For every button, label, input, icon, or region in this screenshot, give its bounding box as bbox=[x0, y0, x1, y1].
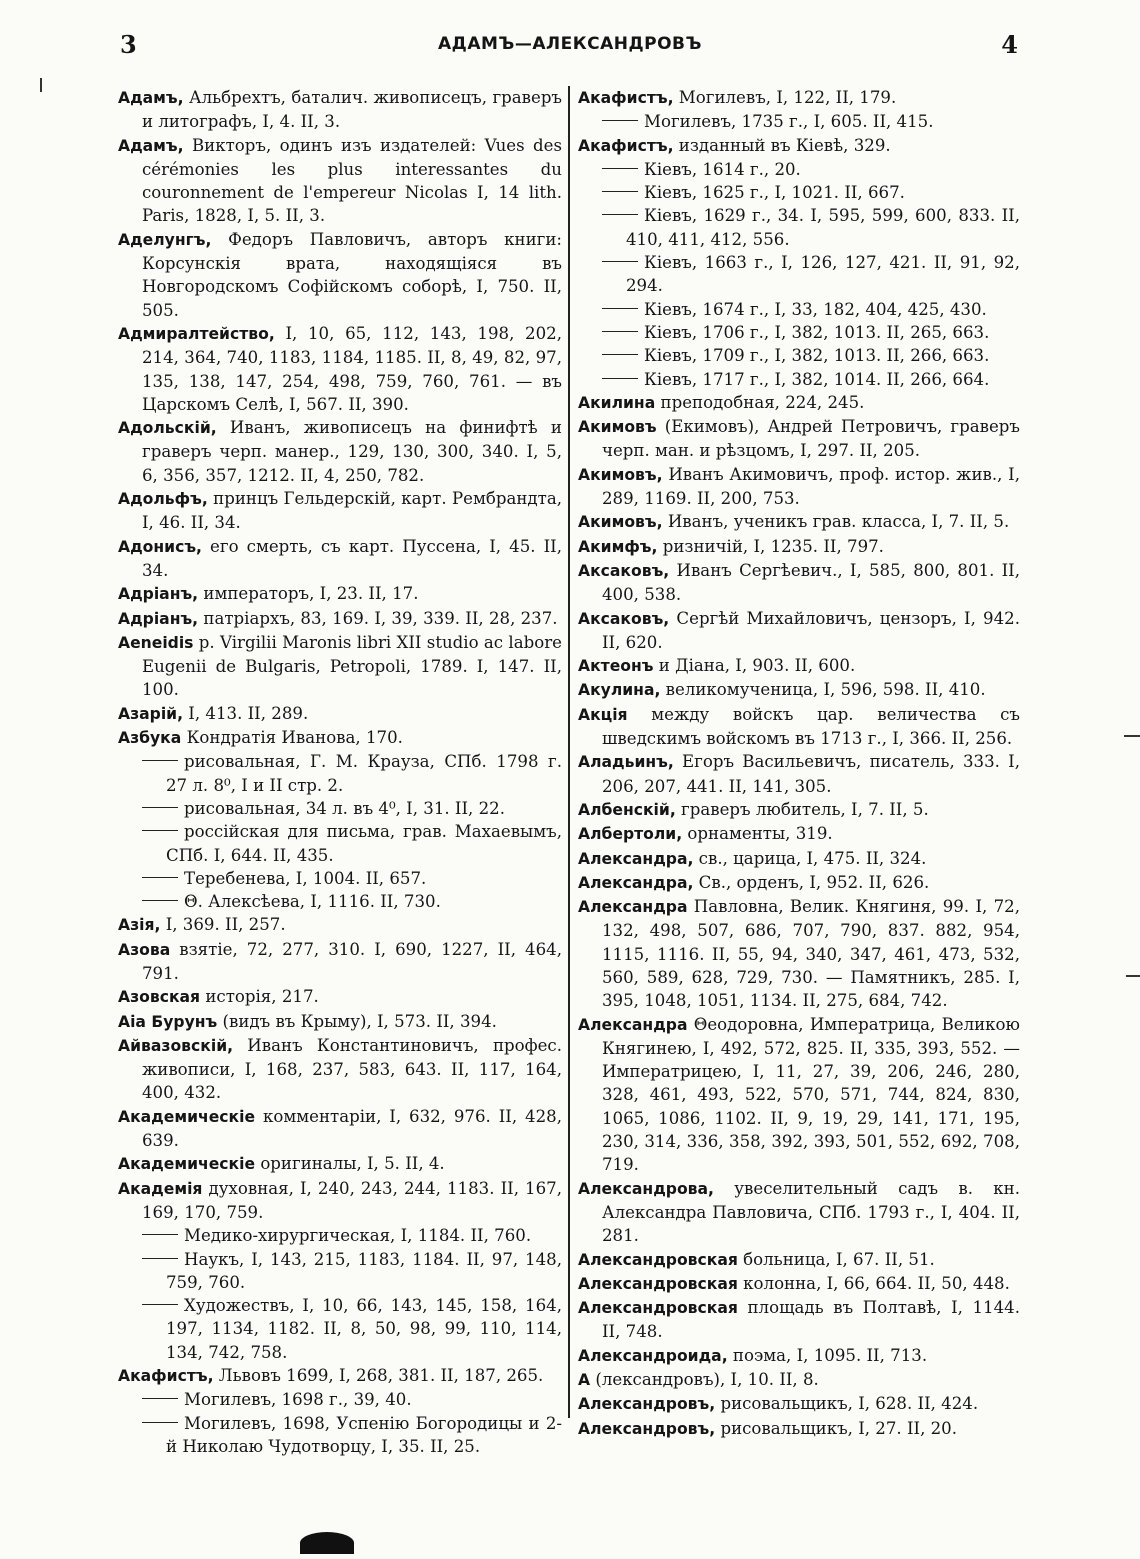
entry-text: исторія, 217. bbox=[200, 987, 319, 1007]
entry-text: Кондратія Иванова, 170. bbox=[181, 728, 403, 748]
ditto-dash bbox=[142, 877, 178, 878]
index-entry bbox=[118, 1364, 562, 1388]
entry-headword: А bbox=[578, 1371, 591, 1390]
index-subentry bbox=[118, 797, 562, 820]
entry-text: и Діана, I, 903. II, 600. bbox=[653, 656, 856, 676]
entry-headword: Азбука bbox=[118, 729, 182, 748]
index-entry bbox=[118, 702, 562, 726]
subentry-text: россійская для письма, грав. Махаевымъ, СПб. I, 644. II, 435. bbox=[166, 822, 562, 865]
ditto-dash bbox=[602, 354, 638, 355]
index-entry bbox=[118, 487, 562, 535]
ditto-dash bbox=[602, 261, 638, 262]
index-entry bbox=[578, 134, 1020, 158]
subentry-text: Кіевъ, 1614 г., 20. bbox=[644, 159, 801, 179]
entry-headword: Албенскій, bbox=[578, 800, 676, 819]
index-entry bbox=[118, 1034, 562, 1105]
entry-headword: Аладьинъ, bbox=[578, 753, 674, 772]
entry-text: изданный въ Кіевѣ, 329. bbox=[673, 135, 891, 155]
page-number-left: 3 bbox=[120, 30, 137, 59]
subentry-text: Теребенева, I, 1004. II, 657. bbox=[184, 868, 427, 888]
ditto-dash bbox=[602, 308, 638, 309]
entry-text: рисовальщикъ, I, 27. II, 20. bbox=[715, 1418, 958, 1438]
ditto-dash bbox=[142, 1422, 178, 1423]
ditto-dash bbox=[142, 1304, 178, 1305]
entry-headword: Азія, bbox=[118, 916, 161, 935]
entry-text: Иванъ, живописецъ на финифтѣ и граверъ черп. манер., 129, 130, 300, 340. I, 5, 6, 356, 357, 1212. II, 4, 250, 782. bbox=[142, 418, 562, 485]
entry-headword: Александра bbox=[578, 898, 688, 917]
entry-headword: Аіа Бурунъ bbox=[118, 1012, 218, 1031]
entry-headword: Аксаковъ, bbox=[578, 561, 670, 580]
entry-headword: Акафистъ, bbox=[578, 136, 674, 155]
entry-text: I, 10, 65, 112, 143, 198, 202, 214, 364, 740, 1183, 1184, 1185. II, 8, 49, 82, 97, 135, 138, 147, 254, 498, 759, 760, 761. — въ Царскомъ Селѣ, I, 567. II, 390. bbox=[142, 323, 562, 414]
subentry-text: Кіевъ, 1706 г., I, 382, 1013. II, 265, 663. bbox=[644, 322, 990, 342]
entry-text: граверъ любитель, I, 7. II, 5. bbox=[675, 799, 929, 819]
index-entry bbox=[578, 607, 1020, 655]
entry-text: увеселительный садъ в. кн. Александра Павловича, СПб. 1793 г., I, 404. II, 281. bbox=[602, 1178, 1020, 1246]
index-entry bbox=[578, 1272, 1020, 1296]
index-entry bbox=[578, 1417, 1020, 1441]
index-entry bbox=[578, 895, 1020, 1012]
entry-headword: Акафистъ, bbox=[578, 89, 674, 107]
subentry-text: Кіевъ, 1709 г., I, 382, 1013. II, 266, 663. bbox=[644, 346, 990, 366]
index-subentry bbox=[118, 1294, 562, 1364]
entry-text: Св., орденъ, I, 952. II, 626. bbox=[693, 872, 930, 892]
index-entry bbox=[578, 535, 1020, 559]
index-entry bbox=[578, 559, 1020, 607]
entry-text: св., царица, I, 475. II, 324. bbox=[693, 848, 927, 868]
entry-text: Павловна, Велик. Княгиня, 99. I, 72, 132, 498, 507, 686, 707, 790, 837. 882, 954, 1115, 1116. II, 55, 94, 340, 347, 461, 473, 532, 560, 589, 628, 729, 730. — Памятникъ, 285. I, 395, 1048, 1051, 1134. II, 275, 684, 742. bbox=[602, 897, 1020, 1011]
entry-text: орнаменты, 319. bbox=[682, 824, 833, 844]
index-entry bbox=[118, 582, 562, 606]
index-entry bbox=[118, 1105, 562, 1153]
index-subentry bbox=[578, 110, 1020, 133]
subentry-text: Кіевъ, 1663 г., I, 126, 127, 421. II, 91, 92, 294. bbox=[626, 253, 1020, 296]
ditto-dash bbox=[142, 807, 178, 808]
index-entry bbox=[118, 985, 562, 1009]
entry-headword: Акція bbox=[578, 705, 628, 724]
index-subentry bbox=[118, 867, 562, 890]
entry-text: между войскъ цар. величества съ шведскимъ войскомъ въ 1713 г., I, 366. II, 256. bbox=[602, 704, 1020, 749]
left-index-column bbox=[118, 86, 562, 1458]
entry-headword: Айвазовскій, bbox=[118, 1036, 234, 1055]
entry-headword: Академія bbox=[118, 1179, 203, 1198]
index-entry bbox=[578, 510, 1020, 534]
index-subentry bbox=[578, 251, 1020, 298]
index-entry bbox=[578, 1296, 1020, 1344]
entry-headword: Актеонъ bbox=[578, 657, 654, 676]
index-entry bbox=[118, 86, 562, 134]
index-entry bbox=[578, 703, 1020, 751]
entry-text: рисовальщикъ, I, 628. II, 424. bbox=[715, 1394, 979, 1414]
entry-headword: Александрова, bbox=[578, 1179, 714, 1198]
entry-text: взятіе, 72, 277, 310. I, 690, 1227, II, 464, 791. bbox=[142, 939, 562, 983]
ditto-dash bbox=[142, 1398, 178, 1399]
index-subentry bbox=[118, 1248, 562, 1295]
entry-text: принцъ Гельдерскій, карт. Рембрандта, I, 46. II, 34. bbox=[142, 489, 562, 533]
entry-headword: Аксаковъ, bbox=[578, 609, 670, 628]
index-subentry bbox=[118, 1388, 562, 1411]
index-entry bbox=[578, 847, 1020, 871]
entry-headword: Акимовъ, bbox=[578, 513, 663, 532]
index-entry bbox=[578, 1248, 1020, 1272]
entry-headword: Александровская bbox=[578, 1274, 738, 1293]
entry-text: I, 413. II, 289. bbox=[183, 703, 309, 723]
entry-headword: Александра, bbox=[578, 873, 694, 892]
entry-text: преподобная, 224, 245. bbox=[655, 392, 865, 412]
entry-text: ризничій, I, 1235. II, 797. bbox=[657, 536, 884, 556]
index-entry bbox=[578, 1177, 1020, 1248]
entry-text: его смерть, съ карт. Пуссена, I, 45. II, 34. bbox=[142, 536, 562, 580]
entry-headword: Адольскій, bbox=[118, 419, 217, 438]
subentry-text: рисовальная, Г. М. Крауза, СПб. 1798 г. 27 л. 8⁰, I и II стр. 2. bbox=[166, 752, 562, 795]
right-index-column bbox=[578, 86, 1020, 1441]
index-entry bbox=[118, 913, 562, 937]
index-subentry bbox=[578, 181, 1020, 204]
entry-headword: Акимовъ, bbox=[578, 465, 663, 484]
index-subentry bbox=[578, 158, 1020, 181]
subentry-text: Могилевъ, 1698 г., 39, 40. bbox=[184, 1390, 412, 1410]
entry-text: императоръ, I, 23. II, 17. bbox=[198, 584, 419, 604]
index-entry bbox=[118, 322, 562, 416]
entry-headword: Aeneidis bbox=[118, 633, 194, 652]
index-subentry bbox=[118, 890, 562, 913]
index-entry bbox=[118, 607, 562, 631]
entry-headword: Азарій, bbox=[118, 704, 184, 723]
subentry-text: Наукъ, I, 143, 215, 1183, 1184. II, 97, 148, 759, 760. bbox=[166, 1249, 562, 1292]
subentry-text: Могилевъ, 1735 г., I, 605. II, 415. bbox=[644, 112, 934, 132]
entry-text: патріархъ, 83, 169. I, 39, 339. II, 28, 237. bbox=[198, 608, 558, 628]
entry-headword: Акафистъ, bbox=[118, 1367, 214, 1386]
index-entry bbox=[578, 750, 1020, 798]
entry-headword: Александра, bbox=[578, 849, 694, 868]
ditto-dash bbox=[602, 120, 638, 121]
index-entry bbox=[118, 416, 562, 487]
index-entry bbox=[578, 1344, 1020, 1368]
index-entry bbox=[578, 678, 1020, 702]
entry-text: больница, I, 67. II, 51. bbox=[737, 1249, 935, 1269]
ditto-dash bbox=[142, 760, 178, 761]
subentry-text: Кіевъ, 1717 г., I, 382, 1014. II, 266, 664. bbox=[644, 369, 990, 389]
index-subentry bbox=[118, 750, 562, 797]
entry-headword: Адмиралтейство, bbox=[118, 324, 275, 343]
entry-text: Федоръ Павловичъ, авторъ книги: Корсунскія врата, находящіяся въ Новгородскомъ Софійскомъ соборѣ, I, 750. II, 505. bbox=[142, 229, 562, 320]
subentry-text: Кіевъ, 1629 г., 34. I, 595, 599, 600, 833. II, 410, 411, 412, 556. bbox=[626, 206, 1020, 249]
entry-headword: Албертоли, bbox=[578, 825, 683, 844]
column-divider bbox=[568, 86, 570, 1418]
index-entry bbox=[578, 798, 1020, 822]
entry-headword: Акилина bbox=[578, 393, 656, 412]
subentry-text: рисовальная, 34 л. въ 4⁰, I, 31. II, 22. bbox=[184, 798, 505, 818]
entry-headword: Акимфъ, bbox=[578, 537, 658, 556]
entry-text: площадь въ Полтавѣ, I, 1144. II, 748. bbox=[602, 1298, 1020, 1342]
entry-headword: Аделунгъ, bbox=[118, 230, 212, 249]
entry-text: оригиналы, I, 5. II, 4. bbox=[255, 1154, 445, 1174]
entry-text: Львовъ 1699, I, 268, 381. II, 187, 265. bbox=[213, 1366, 544, 1386]
index-subentry bbox=[578, 298, 1020, 321]
ditto-dash bbox=[142, 1234, 178, 1235]
entry-text: Иванъ Акимовичъ, проф. истор. жив., I, 289, 1169. II, 200, 753. bbox=[602, 464, 1020, 509]
entry-text: Могилевъ, I, 122, II, 179. bbox=[673, 88, 897, 107]
entry-text: колонна, I, 66, 664. II, 50, 448. bbox=[737, 1273, 1010, 1293]
entry-headword: Александра bbox=[578, 1015, 688, 1034]
index-entry bbox=[578, 415, 1020, 463]
index-entry bbox=[578, 822, 1020, 846]
ditto-dash bbox=[602, 378, 638, 379]
entry-headword: Александровская bbox=[578, 1299, 738, 1318]
entry-headword: Адольфъ, bbox=[118, 490, 208, 509]
subentry-text: Кіевъ, 1674 г., I, 33, 182, 404, 425, 430. bbox=[644, 299, 987, 319]
index-entry bbox=[118, 134, 562, 228]
entry-text: (лександровъ), I, 10. II, 8. bbox=[590, 1370, 819, 1390]
ditto-dash bbox=[602, 191, 638, 192]
entry-text: Иванъ Сергѣевич., I, 585, 800, 801. II, 400, 538. bbox=[602, 560, 1020, 605]
margin-mark bbox=[1124, 735, 1140, 737]
page-number-right: 4 bbox=[1001, 30, 1018, 59]
index-entry bbox=[118, 726, 562, 750]
entry-headword: Александроида, bbox=[578, 1346, 728, 1365]
index-entry bbox=[578, 463, 1020, 511]
index-entry bbox=[578, 654, 1020, 678]
subentry-text: Кіевъ, 1625 г., I, 1021. II, 667. bbox=[644, 183, 905, 203]
entry-text: Θеодоровна, Императрица, Великою Княгинею, I, 492, 572, 825. II, 335, 393, 552. — Императрицею, I, 11, 27, 39, 206, 246, 280, 328, 461, 493, 522, 570, 571, 744, 824, 830, 1065, 1086, 1102. II, 9, 19, 29, 141, 171, 195, 230, 314, 336, 358, 392, 393, 501, 552, 692, 708, 719. bbox=[602, 1014, 1020, 1175]
entry-headword: Акимовъ bbox=[578, 418, 657, 437]
entry-text: комментаріи, I, 632, 976. II, 428, 639. bbox=[142, 1106, 562, 1151]
entry-text: поэма, I, 1095. II, 713. bbox=[727, 1345, 928, 1365]
entry-headword: Адамъ, bbox=[118, 136, 184, 155]
entry-text: Альбрехтъ, баталич. живописецъ, граверъ и литографъ, I, 4. II, 3. bbox=[142, 88, 562, 132]
index-entry bbox=[118, 1177, 562, 1225]
entry-headword: Академическіе bbox=[118, 1107, 256, 1126]
entry-text: Викторъ, одинъ изъ издателей: Vues des cérémonies les plus interessantes du couronnement de l'empereur Nicolas I, 14 lith. Paris, 1828, I, 5. II, 3. bbox=[142, 135, 562, 226]
entry-headword: Адріанъ, bbox=[118, 609, 199, 628]
index-subentry bbox=[118, 1412, 562, 1459]
margin-mark bbox=[1126, 975, 1140, 977]
index-subentry bbox=[118, 820, 562, 867]
entry-text: Иванъ, ученикъ грав. класса, I, 7. II, 5. bbox=[662, 512, 1010, 532]
index-subentry bbox=[118, 1224, 562, 1247]
entry-text: Иванъ Константиновичъ, профес. живописи, I, 168, 237, 583, 643. II, 117, 164, 400, 432. bbox=[142, 1035, 562, 1103]
entry-text: p. Virgilii Maronis libri XII studio ac labore Eugenii de Bulgaris, Petropoli, 1789. I, 147. II, 100. bbox=[142, 632, 562, 700]
entry-headword: Адамъ, bbox=[118, 89, 184, 107]
index-entry bbox=[578, 1013, 1020, 1177]
ditto-dash bbox=[602, 331, 638, 332]
entry-headword: Александровская bbox=[578, 1250, 738, 1269]
entry-text: Сергѣй Михайловичъ, цензоръ, I, 942. II, 620. bbox=[602, 608, 1020, 652]
entry-headword: Азова bbox=[118, 940, 171, 959]
index-entry bbox=[118, 938, 562, 986]
index-subentry bbox=[578, 344, 1020, 367]
entry-headword: Азовская bbox=[118, 988, 201, 1007]
running-title: АДАМЪ—АЛЕКСАНДРОВЪ bbox=[438, 34, 702, 54]
entry-text: духовная, I, 240, 243, 244, 1183. II, 167, 169, 170, 759. bbox=[142, 1178, 562, 1222]
index-subentry bbox=[578, 321, 1020, 344]
subentry-text: Θ. Алексѣева, I, 1116. II, 730. bbox=[184, 892, 441, 912]
entry-text: (Екимовъ), Андрей Петровичъ, граверъ черп. ман. и рѣзцомъ, I, 297. II, 205. bbox=[602, 417, 1020, 461]
index-entry bbox=[578, 1392, 1020, 1416]
entry-headword: Адріанъ, bbox=[118, 585, 199, 604]
entry-headword: Акулина, bbox=[578, 681, 661, 700]
subentry-text: Могилевъ, 1698, Успенію Богородицы и 2-й Николаю Чудотворцу, I, 35. II, 25. bbox=[166, 1413, 562, 1456]
entry-text: Егоръ Васильевичъ, писатель, 333. I, 206, 207, 441. II, 141, 305. bbox=[602, 752, 1020, 796]
index-subentry bbox=[578, 204, 1020, 251]
margin-mark bbox=[40, 78, 42, 92]
ditto-dash bbox=[602, 168, 638, 169]
subentry-text: Художествъ, I, 10, 66, 143, 145, 158, 164, 197, 1134, 1182. II, 8, 50, 98, 99, 110, 114, 134, 742, 758. bbox=[166, 1296, 562, 1362]
entry-text: великомученица, I, 596, 598. II, 410. bbox=[660, 680, 986, 700]
entry-text: (видъ въ Крыму), I, 573. II, 394. bbox=[217, 1011, 497, 1031]
entry-headword: Академическіе bbox=[118, 1155, 256, 1174]
index-entry bbox=[118, 1010, 562, 1034]
index-entry bbox=[118, 228, 562, 322]
index-entry bbox=[578, 871, 1020, 895]
subentry-text: Медико-хирургическая, I, 1184. II, 760. bbox=[184, 1226, 532, 1246]
index-entry bbox=[118, 631, 562, 702]
entry-headword: Адонисъ, bbox=[118, 537, 202, 556]
index-entry bbox=[578, 1368, 1020, 1392]
index-subentry bbox=[578, 368, 1020, 391]
entry-text: I, 369. II, 257. bbox=[160, 915, 286, 935]
index-entry bbox=[578, 391, 1020, 415]
index-entry bbox=[578, 86, 1020, 110]
entry-headword: Александровъ, bbox=[578, 1395, 716, 1414]
index-entry bbox=[118, 1152, 562, 1176]
ditto-dash bbox=[142, 900, 178, 901]
ink-blot bbox=[300, 1532, 354, 1554]
entry-headword: Александровъ, bbox=[578, 1419, 716, 1438]
ditto-dash bbox=[602, 214, 638, 215]
index-entry bbox=[118, 535, 562, 583]
ditto-dash bbox=[142, 830, 178, 831]
ditto-dash bbox=[142, 1258, 178, 1259]
